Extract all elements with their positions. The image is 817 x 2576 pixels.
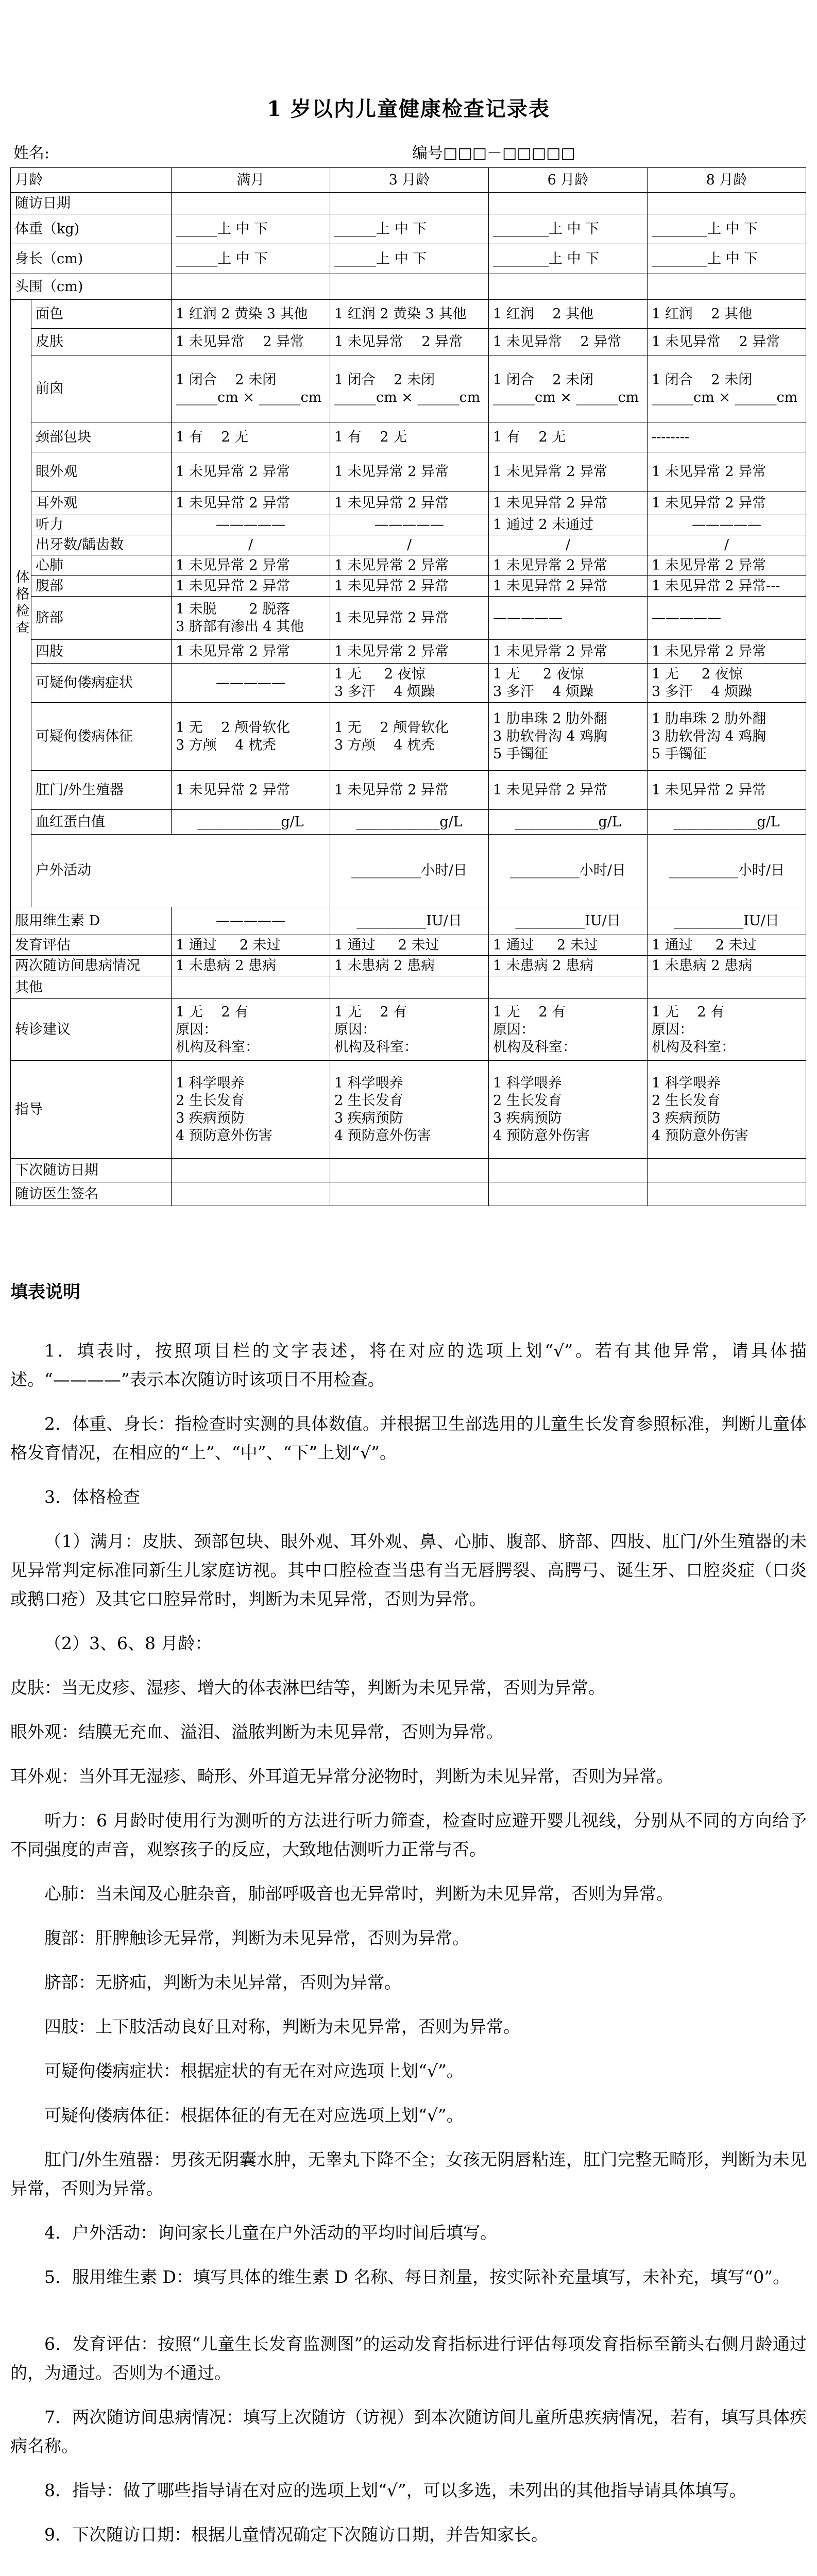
table-cell: 1 红润 2 其他: [648, 300, 806, 329]
instruction-paragraph: 肛门/外生殖器：男孩无阴囊水肿，无睾丸下降不全；女孩无阴唇粘连，肛门完整无畸形，判断为未见异常，否则为异常。: [10, 2149, 807, 2198]
table-cell: —————: [172, 515, 330, 535]
table-cell: /: [648, 535, 806, 555]
table-cell: —————: [172, 907, 330, 935]
table-cell: ______上 中 下: [330, 214, 489, 244]
table-cell: 1 未见异常 2 异常: [489, 771, 648, 810]
instruction-paragraph: 5．服用维生素 D：填写具体的维生素 D 名称、每日剂量，按实际补充量填写，未补充，填写“0”。: [44, 2267, 790, 2287]
instruction-paragraph: 6．发育评估：按照“儿童生长发育监测图”的运动发育指标进行评估每项发育指标至箭头右侧月龄通过的，为通过。否则为不通过。: [10, 2334, 807, 2383]
table-cell: 1 未见异常 2 异常: [489, 329, 648, 355]
row-label-cell: 脐部: [31, 597, 172, 640]
table-cell: 1 闭合 2 未闭 ______cm × ______cm: [648, 355, 806, 422]
table-cell: [489, 274, 648, 300]
instruction-paragraph: 听力：6 月龄时使用行为测听的方法进行听力筛查，检查时应避开婴儿视线，分别从不同的方向给予不同强度的声音，观察孩子的反应，大致地估测听力正常与否。: [10, 1810, 807, 1859]
name-label: 姓名:: [13, 144, 50, 162]
table-cell: 1 无 2 有 原因： 机构及科室：: [172, 999, 330, 1061]
table-cell: 1 科学喂养 2 生长发育 3 疾病预防 4 预防意外伤害: [172, 1061, 330, 1159]
table-cell: 面色: [31, 300, 172, 329]
table-cell: ________上 中 下: [489, 214, 648, 244]
table-row: [11, 214, 806, 244]
row-label-cell: 听力: [31, 515, 172, 535]
instruction-paragraph: 可疑佝偻病体征：根据体征的有无在对应选项上划“√”。: [44, 2105, 464, 2125]
row-label-cell: 眼外观: [31, 452, 172, 492]
table-cell: 1 未患病 2 患病: [489, 956, 648, 976]
table-cell: ______上 中 下: [172, 214, 330, 244]
table-cell: 1 未患病 2 患病: [648, 956, 806, 976]
table-cell: 1 未见异常 2 异常: [330, 492, 489, 515]
instructions: [10, 1278, 807, 2565]
row-label-cell: 服用维生素 D: [11, 907, 172, 935]
row-label-cell: 身长（cm): [11, 244, 172, 274]
table-cell: 1 无 2 夜惊 3 多汗 4 烦躁: [330, 664, 489, 703]
table-cell: 1 红润 2 黄染 3 其他: [172, 300, 330, 329]
table-row: [11, 535, 806, 555]
table-cell: ____________g/L: [648, 810, 806, 835]
table-cell: [172, 1159, 330, 1182]
table-row: [11, 492, 806, 515]
table-cell: 1 科学喂养 2 生长发育 3 疾病预防 4 预防意外伤害: [648, 1061, 806, 1159]
table-cell: 1 科学喂养 2 生长发育 3 疾病预防 4 预防意外伤害: [489, 1061, 648, 1159]
row-label-cell: 两次随访间患病情况: [11, 956, 172, 976]
table-cell: [172, 193, 330, 214]
instruction-paragraph: 脐部：无脐疝，判断为未见异常，否则为异常。: [44, 1972, 401, 1992]
table-cell: --------: [648, 422, 806, 452]
table-row: [11, 1061, 806, 1159]
table-cell: 1 无 2 颅骨软化 3 方颅 4 枕秃: [330, 703, 489, 771]
table-cell: 1 未见异常 2 异常---: [648, 576, 806, 597]
table-cell: 1 未见异常 2 异常: [489, 640, 648, 664]
instructions-heading: 填表说明: [10, 1282, 80, 1302]
table-cell: 6 月龄: [489, 168, 648, 193]
table-cell: 1 未见异常 2 异常: [172, 452, 330, 492]
table-cell: 1 未见异常 2 异常: [330, 576, 489, 597]
table-cell: 1 未见异常 2 异常: [648, 452, 806, 492]
table-cell: 8 月龄: [648, 168, 806, 193]
row-label-cell: 皮肤: [31, 329, 172, 355]
table-cell: ____________g/L: [330, 810, 489, 835]
table-cell: [648, 976, 806, 999]
table-cell: 1 未见异常 2 异常: [330, 555, 489, 576]
table-cell: 1 未患病 2 患病: [330, 956, 489, 976]
table-cell: __________IU/日: [648, 907, 806, 935]
table-cell: /: [330, 535, 489, 555]
table-row: [11, 193, 806, 214]
table-cell: __________IU/日: [489, 907, 648, 935]
table-row: [11, 664, 806, 703]
table-cell: 1 无 2 有 原因： 机构及科室：: [330, 999, 489, 1061]
table-cell: [648, 274, 806, 300]
row-label-cell: 四肢: [31, 640, 172, 664]
table-cell: __________小时/日: [489, 835, 648, 907]
table-cell: ____________g/L: [172, 810, 330, 835]
table-cell: 1 未见异常 2 异常: [330, 597, 489, 640]
row-label-cell: 下次随访日期: [11, 1159, 172, 1182]
row-label-cell: 转诊建议: [11, 999, 172, 1061]
table-cell: 1 无 2 夜惊 3 多汗 4 烦躁: [648, 664, 806, 703]
instruction-paragraph: 7．两次随访间患病情况：填写上次随访（访视）到本次随访间儿童所患疾病情况，若有，填写具体疾病名称。: [10, 2407, 807, 2456]
table-cell: 1 通过 2 未过: [172, 935, 330, 956]
table-cell: 1 红润 2 黄染 3 其他: [330, 300, 489, 329]
serial-number-label: 编号□□□－□□□□□: [412, 144, 575, 162]
table-cell: [648, 193, 806, 214]
row-label-cell: 前囟: [31, 355, 172, 422]
section-label-cell: 体格检查: [11, 300, 31, 907]
table-cell: ______上 中 下: [330, 244, 489, 274]
table-cell: —————: [648, 597, 806, 640]
table-cell: 1 通过 2 未过: [489, 935, 648, 956]
instruction-paragraph: 2．体重、身长：指检查时实测的具体数值。并根据卫生部选用的儿童生长发育参照标准，判断儿童体格发育情况，在相应的“上”、“中”、“下”上划“√”。: [10, 1414, 807, 1463]
row-label-cell: 户外活动: [31, 835, 330, 907]
table-cell: 1 闭合 2 未闭 ______cm × ______cm: [330, 355, 489, 422]
row-label-cell: 心肺: [31, 555, 172, 576]
table-cell: 1 肋串珠 2 肋外翻 3 肋软骨沟 4 鸡胸 5 手镯征: [489, 703, 648, 771]
table-cell: 1 通过 2 未过: [330, 935, 489, 956]
row-label-cell: 月龄: [11, 168, 172, 193]
table-cell: [172, 976, 330, 999]
table-cell: [330, 274, 489, 300]
table-cell: 满月: [172, 168, 330, 193]
instruction-paragraph: 眼外观：结膜无充血、溢泪、溢脓判断为未见异常，否则为异常。: [10, 1722, 503, 1742]
table-cell: [330, 976, 489, 999]
table-cell: [330, 1159, 489, 1182]
row-label-cell: 可疑佝偻病体征: [31, 703, 172, 771]
table-cell: [489, 976, 648, 999]
instruction-paragraph: 8．指导：做了哪些指导请在对应的选项上划“√”，可以多选，未列出的其他指导请具体填写。: [44, 2480, 746, 2500]
table-cell: [172, 274, 330, 300]
table-cell: __________IU/日: [330, 907, 489, 935]
instruction-paragraph: 9．下次随访日期：根据儿童情况确定下次随访日期，并告知家长。: [44, 2524, 548, 2545]
health-check-table: [10, 167, 806, 1206]
table-cell: 1 红润 2 其他: [489, 300, 648, 329]
table-row: [11, 907, 806, 935]
instruction-paragraph: 四肢：上下肢活动良好且对称，判断为未见异常，否则为异常。: [44, 2016, 520, 2037]
row-label-cell: 肛门/外生殖器: [31, 771, 172, 810]
row-label-cell: 发育评估: [11, 935, 172, 956]
page-title: 1 岁以内儿童健康检查记录表: [267, 97, 550, 121]
table-cell: [330, 1182, 489, 1206]
table-cell: [172, 1182, 330, 1206]
table-row: [11, 355, 806, 422]
table-cell: 1 有 2 无: [330, 422, 489, 452]
instruction-paragraph: 4．户外活动：询问家长儿童在户外活动的平均时间后填写。: [44, 2223, 497, 2243]
table-row: [11, 422, 806, 452]
table-cell: 1 未见异常 2 异常: [172, 640, 330, 664]
table-row: [11, 935, 806, 956]
table-cell: 1 未见异常 2 异常: [489, 452, 648, 492]
table-row: [11, 274, 806, 300]
table-cell: [648, 1182, 806, 1206]
table-row: [11, 576, 806, 597]
row-label-cell: 腹部: [31, 576, 172, 597]
row-label-cell: 随访医生签名: [11, 1182, 172, 1206]
row-label-cell: 可疑佝偻病症状: [31, 664, 172, 703]
table-cell: 1 未见异常 2 异常: [330, 640, 489, 664]
instruction-paragraph: 腹部：肝脾触诊无异常，判断为未见异常，否则为异常。: [44, 1928, 469, 1948]
table-cell: 1 未脱 2 脱落 3 脐部有渗出 4 其他: [172, 597, 330, 640]
table-row: [11, 555, 806, 576]
table-cell: __________小时/日: [330, 835, 489, 907]
row-label-cell: 血红蛋白值: [31, 810, 172, 835]
table-cell: —————: [648, 515, 806, 535]
table-cell: 1 未见异常 2 异常: [330, 452, 489, 492]
table-cell: —————: [489, 597, 648, 640]
table-cell: 1 通过 2 未过: [648, 935, 806, 956]
instruction-paragraph: （2）3、6、8 月龄：: [44, 1633, 212, 1653]
instruction-paragraph: 1．填表时，按照项目栏的文字表述，将在对应的选项上划“√”。若有其他异常，请具体描述。“————”表示本次随访时该项目不用检查。: [10, 1341, 807, 1389]
table-cell: 1 未见异常 2 异常: [172, 492, 330, 515]
table-row: [11, 597, 806, 640]
table-cell: [648, 1159, 806, 1182]
table-cell: 1 肋串珠 2 肋外翻 3 肋软骨沟 4 鸡胸 5 手镯征: [648, 703, 806, 771]
instruction-paragraph: 心肺：当未闻及心脏杂音，肺部呼吸音也无异常时，判断为未见异常，否则为异常。: [44, 1884, 673, 1904]
table-cell: 1 通过 2 未通过: [489, 515, 648, 535]
table-cell: ______上 中 下: [172, 244, 330, 274]
table-cell: 3 月龄: [330, 168, 489, 193]
table-row: [11, 1182, 806, 1206]
table-row: [11, 1159, 806, 1182]
table-row: [11, 329, 806, 355]
table-cell: 1 闭合 2 未闭 ______cm × ______cm: [172, 355, 330, 422]
table-row: [11, 999, 806, 1061]
table-cell: 1 未患病 2 患病: [172, 956, 330, 976]
row-label-cell: 颈部包块: [31, 422, 172, 452]
table-cell: 1 未见异常 2 异常: [489, 555, 648, 576]
instruction-paragraph: 皮肤：当无皮疹、湿疹、增大的体表淋巴结等，判断为未见异常，否则为异常。: [10, 1677, 605, 1698]
table-cell: ________上 中 下: [648, 214, 806, 244]
table-cell: 1 未见异常 2 异常: [330, 329, 489, 355]
table-row: [11, 771, 806, 810]
table-row: [11, 168, 806, 193]
table-cell: 1 无 2 夜惊 3 多汗 4 烦躁: [489, 664, 648, 703]
table-row: [11, 703, 806, 771]
instruction-paragraph: 耳外观：当外耳无湿疹、畸形、外耳道无异常分泌物时，判断为未见异常，否则为异常。: [10, 1766, 673, 1786]
instruction-paragraph: （1）满月：皮肤、颈部包块、眼外观、耳外观、鼻、心肺、腹部、脐部、四肢、肛门/外生殖器的未见异常判定标准同新生儿家庭访视。其中口腔检查当患有当无唇腭裂、高腭弓、诞生牙、口腔炎症（口炎或鹅口疮）及其它口腔异常时，判断为未见异常，否则为异常。: [10, 1531, 807, 1609]
row-label-cell: 随访日期: [11, 193, 172, 214]
instruction-paragraph: 3．体格检查: [44, 1487, 140, 1507]
table-cell: 1 未见异常 2 异常: [648, 640, 806, 664]
table-row: [11, 810, 806, 835]
table-cell: ____________g/L: [489, 810, 648, 835]
table-cell: 1 未见异常 2 异常: [172, 771, 330, 810]
table-cell: [330, 193, 489, 214]
table-cell: 1 未见异常 2 异常: [489, 492, 648, 515]
table-cell: 1 有 2 无: [172, 422, 330, 452]
table-cell: 1 未见异常 2 异常: [648, 492, 806, 515]
table-cell: ________上 中 下: [489, 244, 648, 274]
table-cell: 1 未见异常 2 异常: [330, 771, 489, 810]
table-cell: [489, 1182, 648, 1206]
table-cell: —————: [172, 664, 330, 703]
table-cell: [489, 193, 648, 214]
table-cell: __________小时/日: [648, 835, 806, 907]
table-cell: /: [172, 535, 330, 555]
instruction-paragraph: 可疑佝偻病症状：根据症状的有无在对应选项上划“√”。: [44, 2061, 464, 2081]
table-row: [11, 976, 806, 999]
table-cell: 1 有 2 无: [489, 422, 648, 452]
table-cell: 1 未见异常 2 异常: [172, 576, 330, 597]
table-row: [11, 244, 806, 274]
row-label-cell: 其他: [11, 976, 172, 999]
table-cell: /: [489, 535, 648, 555]
table-cell: 1 科学喂养 2 生长发育 3 疾病预防 4 预防意外伤害: [330, 1061, 489, 1159]
row-label-cell: 体重（kg): [11, 214, 172, 244]
row-label-cell: 头围（cm): [11, 274, 172, 300]
table-cell: 1 闭合 2 未闭 ______cm × ______cm: [489, 355, 648, 422]
table-cell: ________上 中 下: [648, 244, 806, 274]
table-cell: 1 无 2 颅骨软化 3 方颅 4 枕秃: [172, 703, 330, 771]
table-cell: 1 未见异常 2 异常: [172, 555, 330, 576]
table-row: [11, 515, 806, 535]
row-label-cell: 出牙数/龋齿数: [31, 535, 172, 555]
row-label-cell: 耳外观: [31, 492, 172, 515]
table-cell: 1 未见异常 2 异常: [648, 771, 806, 810]
table-row: [11, 640, 806, 664]
table-cell: —————: [330, 515, 489, 535]
table-cell: 1 无 2 有 原因： 机构及科室：: [648, 999, 806, 1061]
table-row: [11, 452, 806, 492]
row-label-cell: 指导: [11, 1061, 172, 1159]
table-cell: 1 无 2 有 原因： 机构及科室：: [489, 999, 648, 1061]
table-row: [11, 300, 806, 329]
table-cell: 1 未见异常 2 异常: [648, 329, 806, 355]
table-row: [11, 835, 806, 907]
table-row: [11, 956, 806, 976]
table-cell: 1 未见异常 2 异常: [489, 576, 648, 597]
table-cell: 1 未见异常 2 异常: [648, 555, 806, 576]
table-cell: 1 未见异常 2 异常: [172, 329, 330, 355]
table-cell: [489, 1159, 648, 1182]
